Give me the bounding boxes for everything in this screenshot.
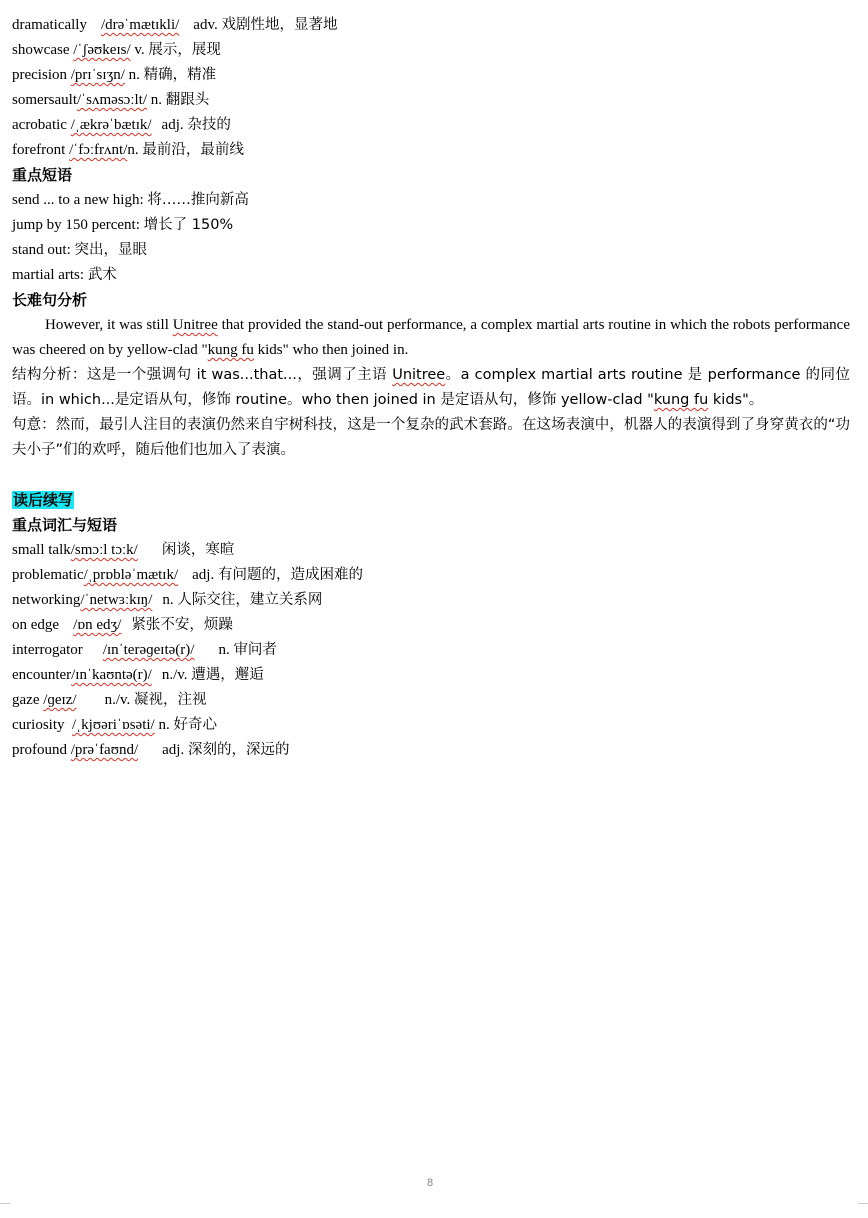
vocab-pos: n.	[127, 142, 139, 158]
phrase-cn: 突出，显眼	[74, 242, 147, 258]
vocab-word: showcase	[12, 42, 70, 58]
vocab-pos: n.	[150, 92, 162, 108]
section-heading-analysis: 长难句分析	[12, 291, 88, 309]
phrase-cn: 武术	[87, 267, 117, 283]
phrase-entry	[12, 213, 850, 238]
vocab-entry	[12, 138, 850, 163]
section-heading-continuation	[12, 488, 850, 513]
phrase-en: martial arts:	[12, 267, 85, 283]
vocab-phonetic: /ɪnˈkaʊntə(r)/	[71, 667, 152, 683]
vocab-entry	[12, 113, 850, 138]
sentence-text: However, it was still	[45, 317, 173, 333]
vocab-entry	[12, 713, 850, 738]
vocab-entry	[12, 88, 850, 113]
vocab-word: dramatically	[12, 17, 87, 33]
structure-underlined: Unitree	[392, 367, 446, 383]
section-heading-vocab: 重点词汇与短语	[12, 516, 118, 534]
vocab-meaning: 有问题的，造成困难的	[217, 567, 363, 583]
meaning-paragraph: 句意：然而，最引人注目的表演仍然来自宇树科技，这是一个复杂的武术套路。在这场表演中，机器人的表演得到了身穿黄衣的“功夫小子”们的欢呼，随后他们也加入了表演。	[12, 417, 850, 458]
vocab-phonetic: /ˌkjʊəriˈɒsəti/	[72, 717, 155, 733]
vocab-word: interrogator	[12, 642, 83, 658]
document-page	[12, 13, 850, 763]
structure-text: 。a complex martial arts routine 是 performance 的同位语。in which...是定语从句，修饰 routine。who then joined in 是定语从句，修饰 yellow-clad "	[12, 367, 850, 408]
sentence-paragraph	[12, 313, 850, 363]
vocab-meaning: 展示，展现	[148, 42, 221, 58]
vocab-meaning: 好奇心	[173, 717, 217, 733]
page-number: 8	[426, 1177, 434, 1189]
phrase-cn: 增长了 150%	[143, 217, 234, 233]
vocab-meaning: 最前沿，最前线	[142, 142, 244, 158]
section-heading-phrases: 重点短语	[12, 166, 73, 184]
phrase-entry	[12, 188, 850, 213]
vocab-phonetic: /prɪˈsɪʒn/	[70, 67, 125, 83]
vocab-meaning: 审问者	[233, 642, 277, 658]
vocab-pos: adj.	[192, 567, 215, 583]
vocab-entry	[12, 688, 850, 713]
vocab-phonetic: /ˈʃəʊkeɪs/	[73, 42, 131, 58]
vocab-entry	[12, 663, 850, 688]
vocab-meaning: 凝视，注视	[134, 692, 207, 708]
vocab-phonetic: /smɔːl tɔːk/	[70, 542, 138, 558]
vocab-word: on edge	[12, 617, 60, 633]
vocab-entry	[12, 13, 850, 38]
vocab-entry	[12, 538, 850, 563]
vocab-phonetic: /ˈfɔːfrʌnt/	[69, 142, 128, 158]
vocab-word: gaze	[12, 692, 40, 708]
vocab-phonetic: /ˌækrəˈbætɪk/	[70, 117, 152, 133]
vocab-entry	[12, 738, 850, 763]
vocab-entry	[12, 63, 850, 88]
phrase-list	[12, 188, 850, 288]
phrase-cn: 将……推向新高	[147, 192, 249, 208]
phrase-en: jump by 150 percent:	[12, 217, 140, 233]
vocab-phonetic: /drəˈmætɪkli/	[100, 17, 180, 33]
vocab-pos: n.	[158, 717, 170, 733]
vocab-meaning: 遭遇，邂逅	[191, 667, 264, 683]
vocab-pos: adv.	[193, 17, 218, 33]
vocab-meaning: 戏剧性地，显著地	[221, 17, 338, 33]
vocab-pos: adj.	[161, 117, 184, 133]
vocab-pos: v.	[134, 42, 145, 58]
vocab-meaning: 翻跟头	[165, 92, 210, 108]
vocab-entry	[12, 588, 850, 613]
vocab-entry	[12, 613, 850, 638]
vocab-word: curiosity	[12, 717, 65, 733]
vocab-meaning: 深刻的，深远的	[187, 742, 290, 758]
vocab-entry	[12, 563, 850, 588]
vocab-phonetic: /prəˈfaʊnd/	[70, 742, 139, 758]
vocab-meaning: 紧张不安，烦躁	[131, 617, 233, 633]
vocab-meaning: 杂技的	[187, 117, 231, 133]
vocab-word: profound	[12, 742, 67, 758]
structure-text: 结构分析：这是一个强调句 it was...that...，强调了主语	[12, 367, 393, 383]
vocab-phonetic: /ɡeɪz/	[43, 692, 77, 708]
vocab-phonetic: /ɒn edʒ/	[73, 617, 122, 633]
vocab-word: acrobatic	[12, 117, 67, 133]
corner-mark	[0, 1203, 10, 1214]
vocab-phonetic: /ˈsʌməsɔːlt/	[77, 92, 147, 108]
sentence-underlined: kung fu	[207, 342, 254, 358]
vocab-word: small talk	[12, 542, 71, 558]
sentence-text: kids" who then joined in.	[253, 342, 409, 358]
vocab-pos: adj.	[162, 742, 185, 758]
vocab-word: problematic	[12, 567, 84, 583]
vocab-entry	[12, 638, 850, 663]
vocab-word: forefront	[12, 142, 66, 158]
vocab-list-1	[12, 13, 850, 163]
vocab-entry	[12, 38, 850, 63]
corner-mark	[858, 1203, 868, 1214]
phrase-entry	[12, 238, 850, 263]
vocab-word: encounter	[12, 667, 72, 683]
vocab-word: networking	[12, 592, 81, 608]
vocab-phonetic: /ɪnˈterəɡeɪtə(r)/	[102, 642, 195, 658]
phrase-entry	[12, 263, 850, 288]
vocab-word: precision	[12, 67, 67, 83]
vocab-pos: n./v.	[104, 692, 131, 708]
sentence-underlined: Unitree	[172, 317, 218, 333]
blank-line	[12, 463, 850, 488]
vocab-word: somersault	[12, 92, 77, 108]
highlighted-heading: 读后续写	[13, 491, 74, 509]
structure-underlined: kung fu	[653, 392, 709, 408]
phrase-en: send ... to a new high:	[12, 192, 144, 208]
vocab-pos: n.	[218, 642, 230, 658]
vocab-meaning: 精确，精准	[143, 67, 217, 83]
vocab-pos: n./v.	[161, 667, 188, 683]
vocab-pos: n.	[128, 67, 140, 83]
vocab-meaning: 闲谈，寒暄	[161, 542, 235, 558]
structure-text: kids"。	[708, 392, 764, 408]
vocab-phonetic: /ˈnetwɜːkɪŋ/	[80, 592, 153, 608]
vocab-phonetic: /ˌprɒbləˈmætɪk/	[83, 567, 179, 583]
vocab-meaning: 人际交往，建立关系网	[177, 592, 323, 608]
structure-paragraph	[12, 363, 850, 413]
vocab-pos: n.	[162, 592, 174, 608]
sentence-text: that provided the stand-out performance, a complex martial arts routine in which the robots performance was cheered on by yellow-clad "	[12, 317, 851, 358]
vocab-list-2	[12, 538, 850, 763]
phrase-en: stand out:	[12, 242, 71, 258]
